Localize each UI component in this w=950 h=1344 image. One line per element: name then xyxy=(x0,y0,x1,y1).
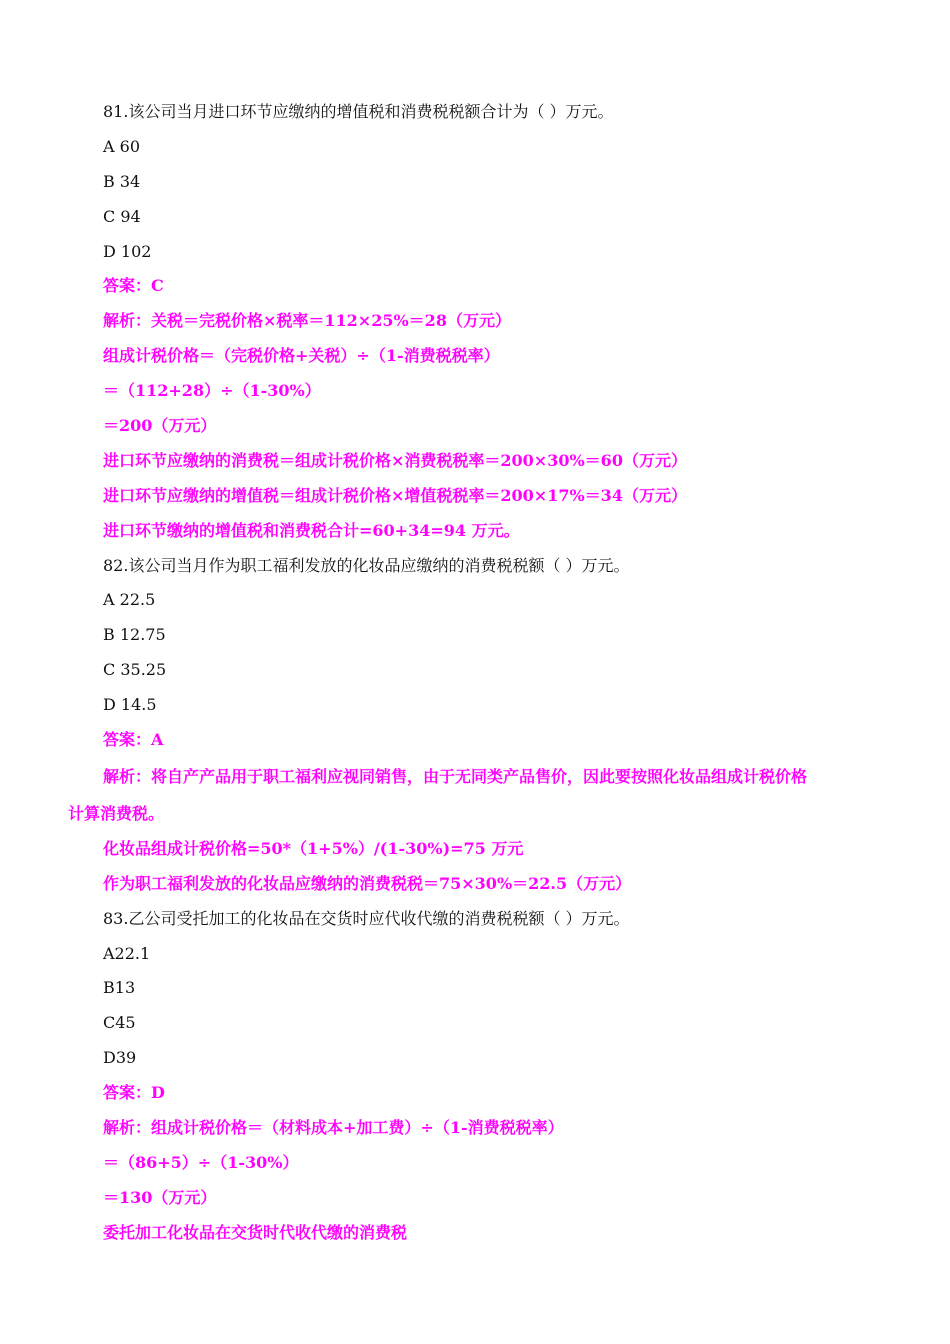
q81-explanation-line: ＝200（万元） xyxy=(103,416,217,436)
q81-explanation-line: 进口环节应缴纳的增值税＝组成计税价格×增值税税率＝200×17%＝34（万元） xyxy=(103,485,687,505)
q81-explanation-line: 解析：关税＝完税价格×税率＝112×25%＝28（万元） xyxy=(103,311,511,331)
q82-option-a: A 22.5 xyxy=(103,590,156,610)
q83-option-d: D39 xyxy=(103,1048,137,1068)
q82-option-d: D 14.5 xyxy=(103,695,157,715)
q81-option-b: B 34 xyxy=(103,171,141,191)
q81-option-a: A 60 xyxy=(103,136,140,156)
q82-explanation-line: 化妆品组成计税价格=50*（1+5%）/(1-30%)=75 万元 xyxy=(103,838,524,858)
q83-explanation-line: 解析：组成计税价格＝（材料成本+加工费）÷（1-消费税税率） xyxy=(103,1118,564,1138)
q83-option-c: C45 xyxy=(103,1013,136,1033)
q83-explanation-line: 委托加工化妆品在交货时代收代缴的消费税 xyxy=(103,1222,408,1242)
q81-explanation-line: ＝（112+28）÷（1-30%） xyxy=(103,381,321,401)
q82-answer: 答案：A xyxy=(103,730,164,750)
question-82: 82.该公司当月作为职工福利发放的化妆品应缴纳的消费税税额（ ）万元。 xyxy=(103,555,630,575)
q82-explanation-line: 作为职工福利发放的化妆品应缴纳的消费税税＝75×30%＝22.5（万元） xyxy=(103,873,632,893)
q81-option-c: C 94 xyxy=(103,206,141,226)
document-page xyxy=(0,95,950,1251)
q82-explanation-line: 解析：将自产产品用于职工福利应视同销售，由于无同类产品售价，因此要按照化妆品组成计税价格 xyxy=(103,766,808,786)
q82-option-c: C 35.25 xyxy=(103,660,167,680)
question-83: 83.乙公司受托加工的化妆品在交货时应代收代缴的消费税税额（ ）万元。 xyxy=(103,908,630,928)
q81-explanation-line: 组成计税价格＝（完税价格+关税）÷（1-消费税税率） xyxy=(103,346,500,366)
q83-option-b: B13 xyxy=(103,978,136,998)
q81-answer: 答案：C xyxy=(103,276,164,296)
q81-option-d: D 102 xyxy=(103,241,152,261)
q83-explanation-line: ＝（86+5）÷（1-30%） xyxy=(103,1152,299,1172)
q82-explanation-continuation: 计算消费税。 xyxy=(68,803,165,823)
q81-explanation-line: 进口环节缴纳的增值税和消费税合计=60+34=94 万元。 xyxy=(103,520,520,540)
q83-option-a: A22.1 xyxy=(103,943,151,963)
question-81: 81.该公司当月进口环节应缴纳的增值税和消费税税额合计为（ ）万元。 xyxy=(103,102,614,121)
q82-option-b: B 12.75 xyxy=(103,625,166,645)
q83-answer: 答案：D xyxy=(103,1083,165,1103)
q81-explanation-line: 进口环节应缴纳的消费税＝组成计税价格×消费税税率＝200×30%＝60（万元） xyxy=(103,450,687,470)
q83-explanation-line: ＝130（万元） xyxy=(103,1187,217,1207)
